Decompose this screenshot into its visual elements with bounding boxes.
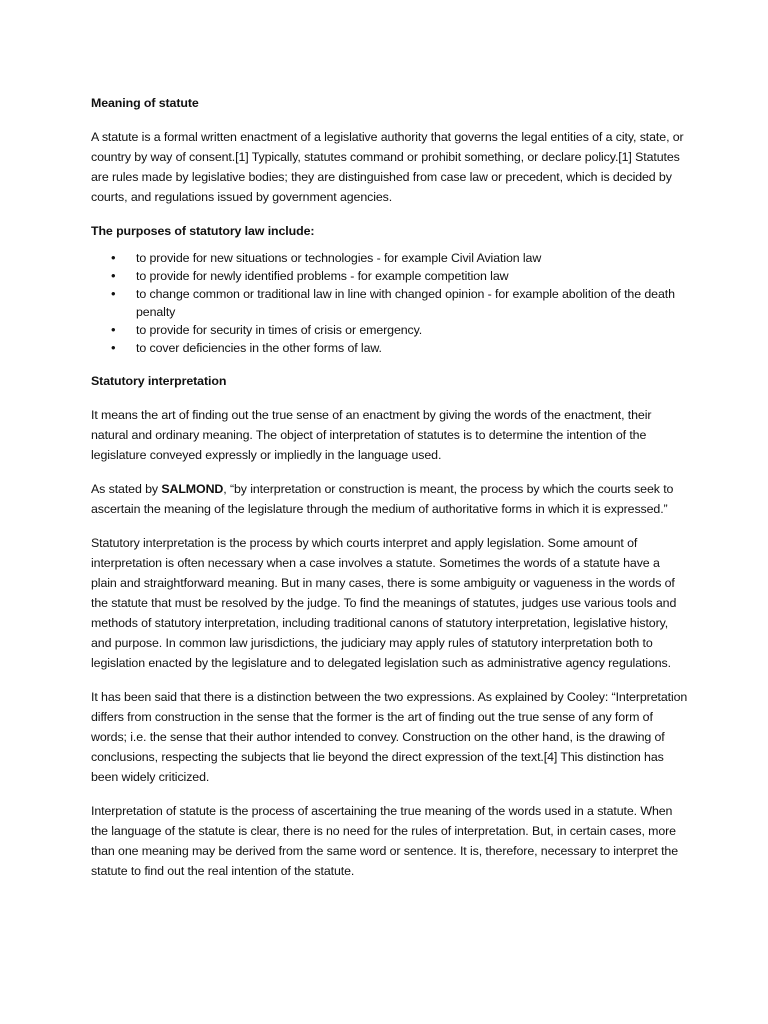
salmond-quote-text: , “by interpretation or construction is meant, the process by which the courts seek to ascertain the meaning of the legislature through the medium of authoritative forms in which it is expressed.” xyxy=(91,482,674,516)
list-item xyxy=(91,339,688,357)
bullet-icon: • xyxy=(111,250,116,265)
list-item-text: to provide for newly identified problems - for example competition law xyxy=(136,269,509,283)
bullet-icon: • xyxy=(111,322,116,337)
list-item xyxy=(91,321,688,339)
paragraph-statute-definition: A statute is a formal written enactment of a legislative authority that governs the legal entities of a city, state, or country by way of consent.[1] Typically, statutes command or prohibit something, or declare policy.[1] Statutes are rules made by legislative bodies; they are distinguished from case law or precedent, which is decided by courts, and regulations issued by government agencies. xyxy=(91,130,684,204)
paragraph-interpretation-process: Statutory interpretation is the process by which courts interpret and apply legislation. Some amount of interpretation is often necessary when a case involves a statute. Sometimes the words of a statute have a plain and straightforward meaning. But in many cases, there is some ambiguity or vagueness in the words of the statute that must be resolved by the judge. To find the meanings of statutes, judges use various tools and methods of statutory interpretation, including traditional canons of statutory interpretation, legislative history, and purpose. In common law jurisdictions, the judiciary may apply rules of statutory interpretation both to legislation enacted by the legislature and to delegated legislation such as administrative agency regulations. xyxy=(91,536,677,670)
bullet-icon: • xyxy=(111,286,116,301)
list-item-text: to provide for security in times of crisis or emergency. xyxy=(136,323,423,337)
heading-statutory-interpretation: Statutory interpretation xyxy=(91,374,227,388)
paragraph-conclusion: Interpretation of statute is the process of ascertaining the true meaning of the words used in a statute. When the language of the statute is clear, there is no need for the rules of interpretation. But, in certain cases, more than one meaning may be derived from the same word or sentence. It is, therefore, necessary to interpret the statute to find out the real intention of the statute. xyxy=(91,804,679,878)
salmond-prefix: As stated by xyxy=(91,482,162,496)
bullet-icon: • xyxy=(111,268,116,283)
paragraph-meaning-of-interpretation: It means the art of finding out the true sense of an enactment by giving the words of the enactment, their natural and ordinary meaning. The object of interpretation of statutes is to determine the intention of the legislature conveyed expressly or impliedly in the language used. xyxy=(91,408,652,462)
paragraph-cooley-distinction: It has been said that there is a distinction between the two expressions. As explained by Cooley: “Interpretation differs from construction in the sense that the former is the art of finding out the true sense of any form of words; i.e. the sense that their author intended to convey. Construction on the other hand, is the drawing of conclusions, respecting the subjects that lie beyond the direct expression of the text.[4] This distinction has been widely criticized. xyxy=(91,690,688,784)
purposes-list xyxy=(91,249,688,357)
list-item xyxy=(91,267,688,285)
salmond-name: SALMOND xyxy=(161,482,224,496)
paragraph-salmond-quote xyxy=(91,479,688,519)
list-item-text: to change common or traditional law in line with changed opinion - for example abolition of the death penalty xyxy=(136,287,675,319)
bullet-icon: • xyxy=(111,340,116,355)
list-item-text: to cover deficiencies in the other forms of law. xyxy=(136,341,382,355)
heading-purposes: The purposes of statutory law include: xyxy=(91,224,315,238)
list-item-text: to provide for new situations or technologies - for example Civil Aviation law xyxy=(136,251,542,265)
list-item xyxy=(91,285,688,321)
heading-meaning-of-statute: Meaning of statute xyxy=(91,96,199,110)
list-item xyxy=(91,249,688,267)
